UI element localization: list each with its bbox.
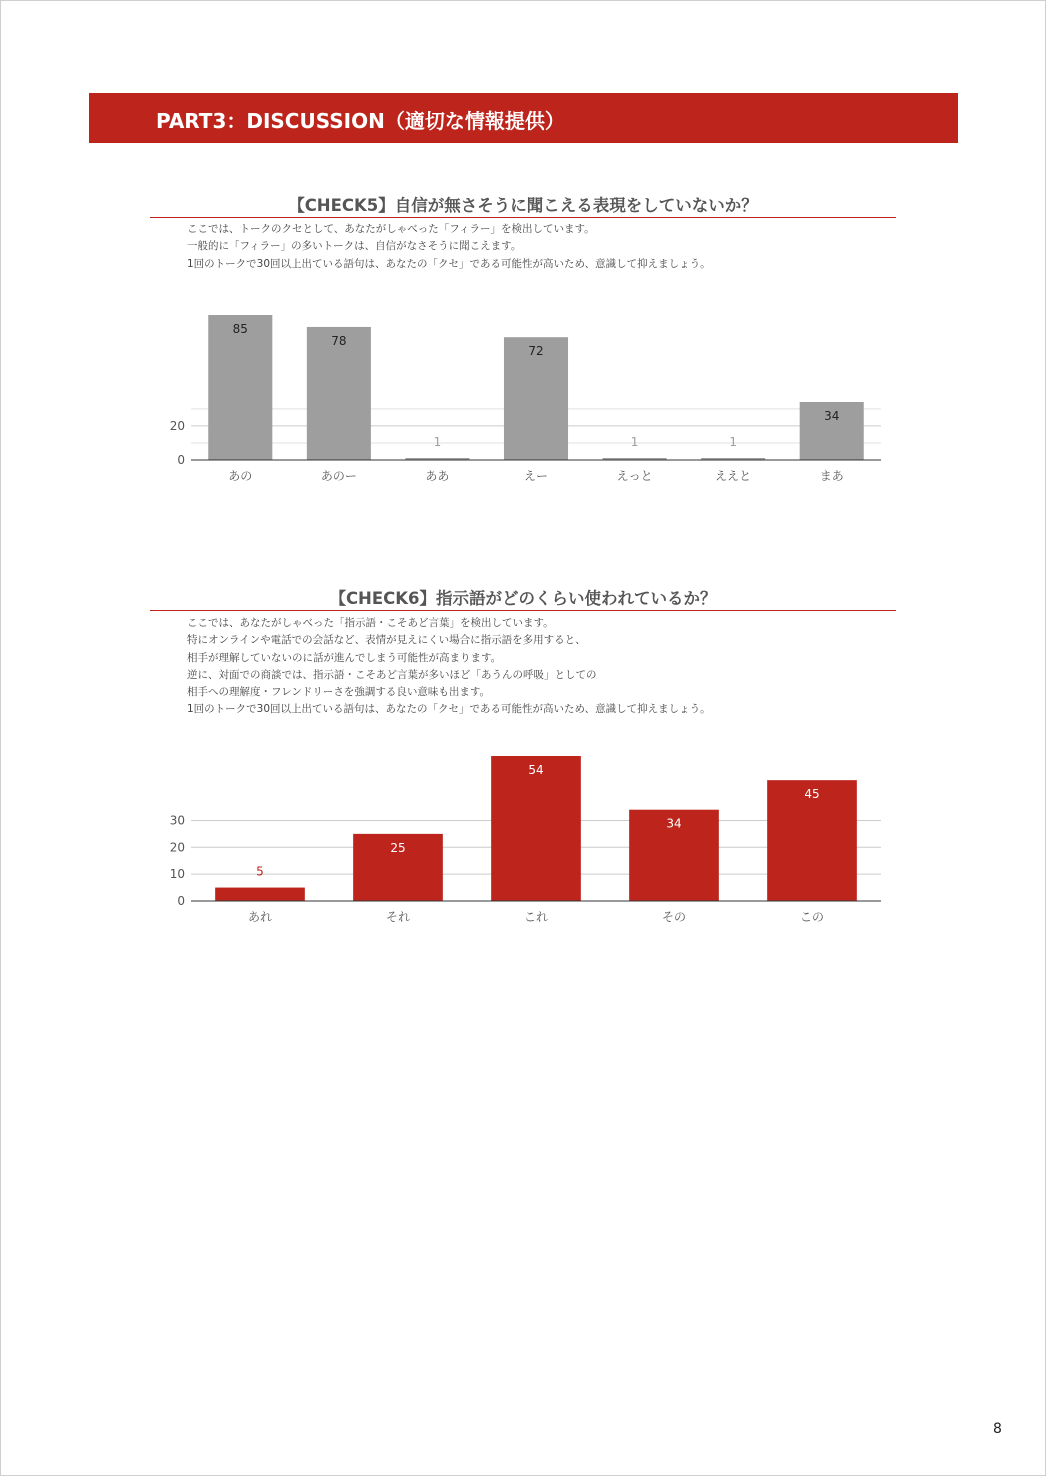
data-label: 45 — [804, 787, 820, 802]
check5-title: 【CHECK5】自信が無さそうに聞こえる表現をしていないか？ — [288, 196, 758, 215]
category-label: えー — [523, 469, 549, 483]
check6-description — [187, 615, 711, 719]
check6-title: 【CHECK6】指示語がどのくらい使われているか？ — [329, 589, 717, 608]
check5-description — [187, 221, 711, 273]
category-label: この — [799, 910, 825, 924]
check6-description-line: 1回のトークで30回以上出ている語句は、あなたの「クセ」である可能性が高いため、意識して抑えましょう。 — [187, 703, 711, 716]
data-label: 1 — [729, 435, 737, 449]
y-tick-label: 0 — [177, 894, 185, 908]
check6-description-line: 逆に、対面での商談では、指示語・こそあど言葉が多いほど「あうんの呼吸」としての — [187, 668, 597, 681]
category-label: えっと — [616, 469, 653, 483]
category-label: あれ — [247, 910, 273, 924]
page-title: PART3：DISCUSSION（適切な情報提供） — [156, 109, 565, 133]
data-label: 25 — [390, 840, 406, 855]
demonstrative-bar-chart — [0, 740, 1046, 940]
data-label: 85 — [232, 322, 248, 336]
check5-description-line: 一般的に「フィラー」の多いトークは、自信がなさそうに聞こえます。 — [187, 240, 522, 253]
y-tick-label: 20 — [169, 840, 185, 855]
check6-description-line: 特にオンラインや電話での会話など、表情が見えにくい場合に指示語を多用すると、 — [187, 634, 586, 647]
data-label: 54 — [528, 763, 544, 777]
bar — [491, 756, 581, 901]
check5-rule — [150, 217, 896, 218]
bar — [208, 315, 272, 460]
y-tick-label: 0 — [177, 453, 185, 467]
check6-rule — [150, 610, 896, 611]
check5-description-line: ここでは、トークのクセとして、あなたがしゃべった「フィラー」を検出しています。 — [187, 223, 595, 235]
category-label: あのー — [320, 469, 357, 483]
category-label: その — [661, 910, 687, 924]
page-number: 8 — [993, 1421, 1002, 1437]
y-tick-label: 20 — [169, 418, 185, 433]
data-label: 34 — [666, 816, 682, 831]
category-label: あの — [228, 469, 253, 483]
data-label: 5 — [256, 864, 264, 879]
y-tick-label: 10 — [169, 867, 185, 882]
category-label: まあ — [819, 469, 844, 483]
check6-description-line: ここでは、あなたがしゃべった「指示語・こそあど言葉」を検出しています。 — [187, 617, 554, 629]
category-label: これ — [523, 910, 549, 924]
check6-description-line: 相手が理解していないのに話が進んでしまう可能性が高まります。 — [187, 651, 502, 664]
category-label: それ — [385, 910, 411, 924]
data-label: 72 — [528, 344, 544, 359]
data-label: 1 — [433, 435, 442, 449]
filler-bar-chart — [0, 300, 1046, 500]
category-label: ええと — [715, 469, 752, 483]
data-label: 1 — [630, 435, 639, 449]
check6-description-line: 相手への理解度・フレンドリーさを強調する良い意味も出ます。 — [187, 686, 490, 699]
category-label: ああ — [425, 469, 450, 483]
bar — [215, 888, 305, 901]
check5-description-line: 1回のトークで30回以上出ている語句は、あなたの「クセ」である可能性が高いため、意識して抑えましょう。 — [187, 257, 711, 270]
data-label: 34 — [824, 409, 840, 423]
y-tick-label: 30 — [169, 813, 185, 828]
data-label: 78 — [331, 333, 347, 348]
header-band — [89, 93, 958, 143]
